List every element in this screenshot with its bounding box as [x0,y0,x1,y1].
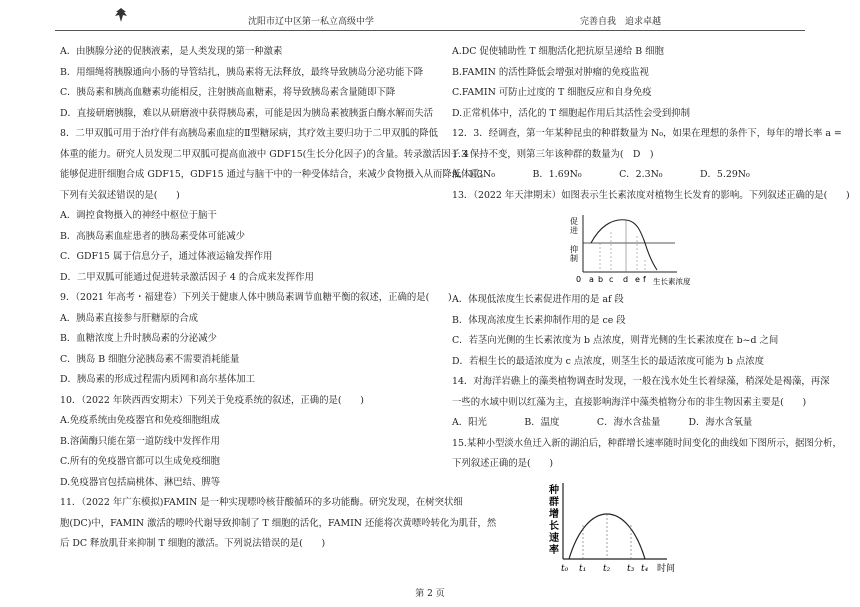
text-line: B．用细绳将胰腺通向小肠的导管结扎，胰岛素将无法释放，最终导致胰岛分泌功能下降 [60,66,424,78]
text-line: 8．二甲双胍可用于治疗伴有高胰岛素血症的Ⅱ型糖尿病，其疗效主要归功于二甲双胍的降低 [60,128,438,139]
text-line: 下列叙述正确的是( ) [452,458,554,469]
auxin-concentration-figure [567,212,702,286]
text-line: B．体现高浓度生长素抑制作用的是 ce 段 [452,314,626,326]
text-line: A．由胰腺分泌的促胰液素，是人类发现的第一种激素 [60,46,283,57]
text-line: B.FAMIN 的活性降低会增强对肿瘤的免疫监视 [452,66,649,78]
right-column [452,34,850,573]
text-line: D．若根生长的最适浓度为 c 点浓度，则茎生长的最适浓度可能为 b 点浓度 [452,355,764,367]
text-line: B．血糖浓度上升时胰岛素的分泌减少 [60,333,217,344]
left-column [60,34,497,555]
text-line: C.FAMIN 可防止过度的 T 细胞反应和自身免疫 [452,87,652,98]
fig1-tick: d [623,275,629,284]
growth-rate-figure [547,481,697,573]
school-logo-icon [112,6,130,24]
fig1-xlabel: 生长素浓度 [653,277,691,286]
text-line: C.所有的免疫器官都可以生成免疫细胞 [60,456,220,467]
text-line: C．GDF15 属于信息分子，通过体液运输发挥作用 [60,251,273,262]
fig1-tick: f [643,275,646,284]
text-line: 12．3．经调查，第一年某种昆虫的种群数量为 N₀，如果在理想的条件下，每年的增长率 a = [452,128,842,139]
school-motto: 完善自我 追求卓越 [580,17,662,27]
fig2-tick: t₁ [579,563,587,573]
fig1-ylabel: 抑 [570,245,578,254]
text-line: B．高胰岛素血症患者的胰岛素受体可能减少 [60,230,246,242]
text-line: D.免疫器官包括扁桃体、淋巴结、脾等 [60,476,221,488]
text-line: A．体现低浓度生长素促进作用的是 af 段 [452,294,624,305]
header-rule [55,30,805,31]
school-name: 沈阳市辽中区第一私立高级中学 [248,17,375,27]
text-line: 11．（2022 年广东模拟)FAMIN 是一种实现嘌呤核苷酸循环的多功能酶。研究发现，在树突状细 [60,497,463,508]
fig1-curve [591,220,657,270]
text-line: D．直接研磨胰腺，难以从研磨液中获得胰岛素，可能是因为胰岛素被胰蛋白酶水解而失活 [60,107,434,119]
text-line: C．胰岛 B 细胞分泌胰岛素不需要消耗能量 [60,353,240,365]
text-line: B.溶菌酶只能在第一道防线中发挥作用 [60,435,220,447]
text-line: 一些的水域中则以红藻为主，直接影响海洋中藻类植物分布的非生物因素主要是( ) [452,396,807,408]
fig2-ylabel: 长 [549,520,559,532]
fig2-xlabel: 时间 [657,563,676,573]
fig1-tick: b [598,275,604,284]
text-line: 后 DC 释放肌苷来抑制 T 细胞的激活。下列说法错误的是( ) [60,538,326,549]
text-line: 13．（2022 年天津期末）如图表示生长素浓度对植物生长发育的影响。下列叙述正确的是( ) [452,189,850,201]
fig2-tick: t₂ [603,563,611,573]
fig1-ylabel: 制 [570,254,578,263]
text-line: 胞(DC)中，FAMIN 激活的嘌呤代谢导致抑制了 T 细胞的活化，FAMIN 还能将次黄嘌呤转化为肌苷，然 [60,517,497,529]
fig1-tick: a [589,275,594,284]
text-line: 下列有关叙述错误的是( ) [60,189,180,201]
fig2-ylabel: 群 [549,496,559,508]
fig2-tick: t₃ [627,563,635,573]
fig1-tick: c [609,275,614,284]
text-line: D．二甲双胍可能通过促进转录激活因子 4 的合成来发挥作用 [60,271,314,283]
fig2-ylabel: 增 [549,508,559,520]
text-line: C．若茎向光侧的生长素浓度为 b 点浓度，则背光侧的生长素浓度在 b~d 之间 [452,335,779,346]
text-line: A．阳光 B．温度 C．海水含盐量 D．海水含氧量 [452,417,753,428]
fig2-curve [569,514,645,559]
fig1-ylabel: 促 [570,217,578,226]
text-line: 能够促进肝细胞合成 GDF15，GDF15 通过与脑干中的一种受体结合，来减少食物摄入从而降低体重。 [60,169,490,180]
text-line: C．胰岛素和胰高血糖素功能相反，注射胰高血糖素，将导致胰岛素含量随即下降 [60,87,396,98]
fig2-tick: t₀ [561,563,569,573]
fig2-ylabel: 率 [549,544,559,556]
fig2-ylabel: 种 [549,484,559,496]
text-line: A．调控食物摄入的神经中枢位于脑干 [60,210,217,221]
fig1-ylabel: 进 [570,226,578,235]
fig2-ylabel: 速 [549,532,559,544]
text-line: 9．（2021 年高考・福建卷）下列关于健康人体中胰岛素调节血糖平衡的叙述，正确的是( ) [60,292,452,303]
fig1-zero: 0 [576,275,582,284]
text-line: A.DC 促使辅助性 T 细胞活化把抗原呈递给 B 细胞 [452,46,664,57]
page-header [0,0,860,34]
text-line: A.免疫系统由免疫器官和免疫细胞组成 [60,415,220,426]
text-line: 体重的能力。研究人员发现二甲双胍可提高血液中 GDF15(生长分化因子)的含量。转录激活因子 4 [60,148,469,160]
page-number: 第 2 页 [415,589,445,599]
text-line: D．胰岛素的形成过程需内质网和高尔基体加工 [60,374,256,385]
text-line: 14．对海洋岩礁上的藻类植物调查时发现，一般在浅水处生长着绿藻，稍深处是褐藻，再深 [452,376,830,387]
text-line: 1.3 保持不变，则第三年该种群的数量为( D ) [452,148,654,160]
text-line: 10．（2022 年陕西西安期末）下列关于免疫系统的叙述，正确的是( ) [60,394,364,406]
text-line: 15.某种小型淡水鱼迁入新的湖泊后，种群增长速率随时间变化的曲线如下图所示，据图分析， [452,437,842,449]
fig1-tick: e [635,275,640,284]
text-line: D.正常机体中，活化的 T 细胞起作用后其活性会受到抑制 [452,107,691,119]
text-line: A．1.3N₀ B．1.69N₀ C．2.3N₀ D．5.29N₀ [452,169,750,180]
text-line: A．胰岛素直接参与肝糖原的合成 [60,312,199,324]
fig2-tick: t₄ [641,563,649,573]
